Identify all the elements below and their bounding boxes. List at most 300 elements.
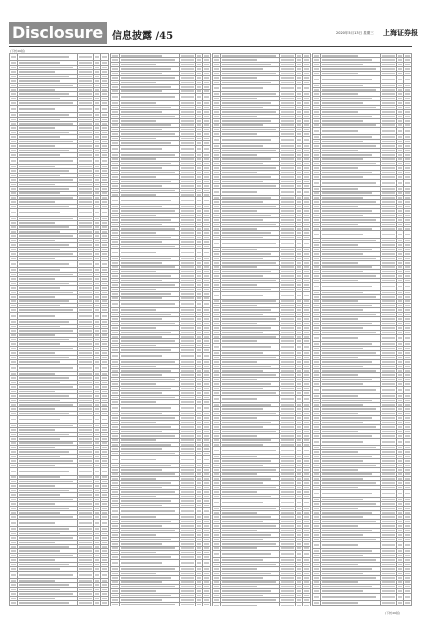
cell-text-placeholder: [121, 190, 175, 192]
cell-text-placeholder: [382, 249, 395, 251]
cell-text-placeholder: [304, 521, 309, 523]
cell-text-placeholder: [112, 86, 118, 88]
cell-text-placeholder: [222, 547, 257, 549]
table-row: [213, 240, 311, 247]
cell-text-placeholder: [11, 330, 16, 332]
cell-text-placeholder: [79, 235, 92, 237]
cell-text-placeholder: [19, 240, 54, 242]
cell-text-placeholder: [112, 73, 118, 75]
cell-text-placeholder: [79, 80, 92, 82]
cell-text-placeholder: [204, 383, 209, 385]
cell-text-placeholder: [121, 496, 156, 498]
cell-text-placeholder: [102, 584, 107, 586]
cell-text-placeholder: [382, 154, 395, 156]
cell-text-placeholder: [204, 473, 209, 475]
cell-text-placeholder: [204, 86, 209, 88]
table-cell: [179, 93, 195, 100]
cell-text-placeholder: [197, 448, 202, 450]
cell-text-placeholder: [79, 434, 92, 436]
cell-text-placeholder: [281, 271, 294, 273]
cell-text-placeholder: [204, 237, 209, 239]
table-row: [111, 456, 211, 463]
cell-text-placeholder: [281, 460, 294, 462]
cell-text-placeholder: [214, 426, 219, 428]
cell-text-placeholder: [214, 215, 219, 217]
cell-text-placeholder: [304, 201, 309, 203]
cell-text-placeholder: [11, 408, 16, 410]
table-row: [313, 76, 412, 83]
cell-text-placeholder: [281, 309, 294, 311]
cell-text-placeholder: [79, 197, 92, 199]
cell-text-placeholder: [197, 556, 202, 558]
cell-text-placeholder: [95, 550, 100, 552]
cell-text-placeholder: [102, 580, 107, 582]
table-cell: [195, 197, 203, 204]
cell-text-placeholder: [214, 460, 219, 462]
cell-text-placeholder: [11, 465, 16, 467]
cell-text-placeholder: [197, 422, 202, 424]
cell-text-placeholder: [222, 249, 257, 251]
cell-text-placeholder: [11, 114, 16, 116]
cell-text-placeholder: [222, 568, 257, 570]
cell-text-placeholder: [11, 89, 16, 91]
cell-text-placeholder: [19, 145, 54, 147]
cell-text-placeholder: [304, 366, 309, 368]
cell-text-placeholder: [112, 577, 118, 579]
cell-text-placeholder: [314, 182, 319, 184]
cell-text-placeholder: [314, 55, 319, 57]
cell-text-placeholder: [322, 275, 376, 277]
cell-text-placeholder: [197, 349, 202, 351]
table-cell: [203, 456, 211, 463]
cell-text-placeholder: [112, 573, 118, 575]
cell-text-placeholder: [214, 77, 219, 79]
cell-text-placeholder: [398, 253, 403, 255]
cell-text-placeholder: [95, 56, 100, 58]
cell-text-placeholder: [204, 562, 209, 564]
cell-text-placeholder: [121, 453, 175, 455]
cell-text-placeholder: [204, 586, 209, 588]
cell-text-placeholder: [102, 476, 107, 478]
cell-text-placeholder: [121, 505, 162, 507]
cell-text-placeholder: [322, 240, 376, 242]
cell-text-placeholder: [19, 80, 60, 82]
cell-text-placeholder: [281, 374, 294, 376]
cell-text-placeholder: [398, 176, 403, 178]
cell-text-placeholder: [11, 56, 16, 58]
cell-text-placeholder: [304, 111, 309, 113]
cell-text-placeholder: [214, 253, 219, 255]
cell-text-placeholder: [405, 176, 410, 178]
table-cell: [203, 352, 211, 359]
cell-text-placeholder: [11, 584, 16, 586]
cell-text-placeholder: [297, 374, 301, 376]
cell-text-placeholder: [281, 120, 294, 122]
cell-text-placeholder: [281, 340, 294, 342]
cell-text-placeholder: [314, 296, 319, 298]
cell-text-placeholder: [197, 206, 202, 208]
table-cell: [77, 105, 93, 112]
cell-text-placeholder: [405, 275, 410, 277]
cell-text-placeholder: [297, 275, 301, 277]
cell-text-placeholder: [297, 534, 301, 536]
cell-text-placeholder: [382, 192, 395, 194]
table-row: [10, 105, 109, 112]
cell-text-placeholder: [214, 417, 219, 419]
cell-text-placeholder: [297, 482, 301, 484]
cell-text-placeholder: [112, 297, 118, 299]
cell-text-placeholder: [79, 89, 92, 91]
cell-text-placeholder: [322, 111, 357, 113]
cell-text-placeholder: [382, 120, 395, 122]
table-cell: [111, 508, 120, 515]
cell-text-placeholder: [382, 271, 395, 273]
cell-text-placeholder: [181, 163, 194, 165]
cell-text-placeholder: [214, 314, 219, 316]
cell-text-placeholder: [19, 508, 69, 510]
cell-text-placeholder: [214, 228, 219, 230]
cell-text-placeholder: [95, 494, 100, 496]
cell-text-placeholder: [398, 107, 403, 109]
cell-text-placeholder: [181, 336, 194, 338]
cell-text-placeholder: [314, 89, 319, 91]
cell-text-placeholder: [102, 589, 107, 591]
cell-text-placeholder: [102, 348, 107, 350]
cell-text-placeholder: [214, 154, 219, 156]
cell-text-placeholder: [222, 133, 257, 135]
cell-text-placeholder: [398, 210, 403, 212]
cell-text-placeholder: [102, 382, 107, 384]
cell-text-placeholder: [304, 357, 309, 359]
cell-text-placeholder: [11, 434, 16, 436]
cell-text-placeholder: [304, 87, 309, 89]
table-cell: [303, 499, 311, 506]
date-line: 2020年5月13日 星期三: [336, 31, 374, 35]
cell-text-placeholder: [398, 89, 403, 91]
cell-text-placeholder: [102, 408, 107, 410]
cell-text-placeholder: [19, 278, 54, 280]
cell-text-placeholder: [222, 487, 275, 489]
cell-text-placeholder: [204, 465, 209, 467]
cell-text-placeholder: [214, 352, 219, 354]
cell-text-placeholder: [181, 102, 194, 104]
cell-text-placeholder: [322, 327, 363, 329]
cell-text-placeholder: [214, 305, 219, 307]
cell-text-placeholder: [222, 521, 262, 523]
table-cell: [77, 468, 93, 475]
cell-text-placeholder: [19, 222, 54, 224]
table-cell: [221, 240, 280, 247]
cell-text-placeholder: [204, 388, 209, 390]
cell-text-placeholder: [112, 599, 118, 601]
cell-text-placeholder: [304, 120, 309, 122]
cell-text-placeholder: [19, 98, 60, 100]
table-column-1: [9, 53, 109, 606]
cell-text-placeholder: [181, 232, 194, 234]
cell-text-placeholder: [281, 508, 294, 510]
cell-text-placeholder: [197, 439, 202, 441]
cell-text-placeholder: [297, 102, 301, 104]
cell-text-placeholder: [79, 240, 92, 242]
cell-text-placeholder: [197, 392, 202, 394]
table-row: [213, 447, 311, 454]
cell-text-placeholder: [304, 564, 309, 566]
cell-text-placeholder: [197, 293, 202, 295]
cell-text-placeholder: [222, 163, 262, 165]
cell-text-placeholder: [11, 386, 16, 388]
cell-text-placeholder: [204, 297, 209, 299]
table-cell: [93, 261, 101, 268]
table-row: [10, 468, 109, 475]
cell-text-placeholder: [398, 275, 403, 277]
cell-text-placeholder: [304, 295, 309, 297]
cell-text-placeholder: [11, 499, 16, 501]
table-cell: [18, 571, 77, 578]
cell-text-placeholder: [79, 559, 92, 561]
cell-text-placeholder: [382, 68, 395, 70]
cell-text-placeholder: [19, 296, 54, 298]
cell-text-placeholder: [79, 382, 92, 384]
table-row: [313, 283, 412, 290]
cell-text-placeholder: [405, 197, 410, 199]
cell-text-placeholder: [11, 123, 16, 125]
cell-text-placeholder: [222, 366, 271, 368]
cell-text-placeholder: [297, 508, 301, 510]
cell-text-placeholder: [297, 158, 301, 160]
cell-text-placeholder: [297, 595, 301, 597]
table-row: [10, 312, 109, 319]
cell-text-placeholder: [19, 93, 69, 95]
cell-text-placeholder: [112, 289, 118, 291]
cell-text-placeholder: [197, 525, 202, 527]
table-cell: [303, 240, 311, 247]
cell-text-placeholder: [181, 521, 194, 523]
cell-text-placeholder: [204, 219, 209, 221]
cell-text-placeholder: [197, 59, 202, 61]
cell-text-placeholder: [79, 584, 92, 586]
cell-text-placeholder: [19, 465, 54, 467]
cell-text-placeholder: [181, 266, 194, 268]
cell-text-placeholder: [281, 435, 294, 437]
table-cell: [179, 197, 195, 204]
cell-text-placeholder: [11, 263, 16, 265]
cell-text-placeholder: [304, 422, 309, 424]
cell-text-placeholder: [112, 496, 118, 498]
cell-text-placeholder: [382, 64, 395, 66]
table-row: [10, 571, 109, 578]
cell-text-placeholder: [214, 595, 219, 597]
cell-text-placeholder: [79, 85, 92, 87]
table-cell: [213, 85, 221, 92]
table-cell: [101, 54, 109, 61]
cell-text-placeholder: [297, 284, 301, 286]
cell-text-placeholder: [112, 77, 118, 79]
table-cell: [396, 127, 404, 134]
cell-text-placeholder: [79, 192, 92, 194]
cell-text-placeholder: [102, 278, 107, 280]
cell-text-placeholder: [112, 379, 118, 381]
table-cell: [303, 292, 311, 299]
cell-text-placeholder: [95, 465, 100, 467]
cell-text-placeholder: [79, 555, 92, 557]
cell-text-placeholder: [197, 586, 202, 588]
cell-text-placeholder: [297, 327, 301, 329]
cell-text-placeholder: [181, 401, 194, 403]
cell-text-placeholder: [19, 305, 60, 307]
table-cell: [195, 559, 203, 566]
cell-text-placeholder: [214, 408, 219, 410]
cell-text-placeholder: [297, 370, 301, 372]
table-cell: [10, 468, 18, 475]
cell-text-placeholder: [11, 589, 16, 591]
cell-text-placeholder: [297, 172, 301, 174]
table-cell: [111, 301, 120, 308]
cell-text-placeholder: [112, 215, 118, 217]
cell-text-placeholder: [222, 206, 275, 208]
cell-text-placeholder: [95, 114, 100, 116]
cell-text-placeholder: [181, 284, 194, 286]
cell-text-placeholder: [382, 280, 395, 282]
cell-text-placeholder: [322, 163, 376, 165]
cell-text-placeholder: [19, 192, 60, 194]
cell-text-placeholder: [102, 226, 107, 228]
cell-text-placeholder: [197, 590, 202, 592]
cell-text-placeholder: [322, 55, 357, 57]
cell-text-placeholder: [398, 318, 403, 320]
cell-text-placeholder: [11, 357, 16, 359]
cell-text-placeholder: [204, 77, 209, 79]
cell-text-placeholder: [281, 413, 294, 415]
table-cell: [380, 283, 396, 290]
cell-text-placeholder: [297, 237, 301, 239]
cell-text-placeholder: [297, 206, 301, 208]
cell-text-placeholder: [214, 262, 219, 264]
cell-text-placeholder: [121, 336, 162, 338]
cell-text-placeholder: [95, 240, 100, 242]
cell-text-placeholder: [322, 85, 363, 87]
cell-text-placeholder: [405, 98, 410, 100]
cell-text-placeholder: [121, 318, 162, 320]
cell-text-placeholder: [322, 280, 357, 282]
cell-text-placeholder: [204, 258, 209, 260]
table-cell: [404, 179, 412, 186]
cell-text-placeholder: [95, 537, 100, 539]
cell-text-placeholder: [204, 444, 209, 446]
cell-text-placeholder: [197, 64, 202, 66]
cell-text-placeholder: [297, 176, 301, 178]
cell-text-placeholder: [197, 573, 202, 575]
cell-text-placeholder: [204, 355, 209, 357]
cell-text-placeholder: [297, 590, 301, 592]
cell-text-placeholder: [121, 595, 171, 597]
cell-text-placeholder: [204, 232, 209, 234]
cell-text-placeholder: [79, 141, 92, 143]
cell-text-placeholder: [79, 395, 92, 397]
cell-text-placeholder: [102, 481, 107, 483]
cell-text-placeholder: [304, 124, 309, 126]
cell-text-placeholder: [19, 108, 54, 110]
cell-text-placeholder: [112, 107, 118, 109]
cell-text-placeholder: [102, 102, 107, 104]
cell-text-placeholder: [214, 323, 219, 325]
cell-text-placeholder: [19, 377, 69, 379]
cell-text-placeholder: [314, 154, 319, 156]
cell-text-placeholder: [112, 206, 118, 208]
cell-text-placeholder: [197, 309, 202, 311]
cell-text-placeholder: [102, 85, 107, 87]
cell-text-placeholder: [102, 197, 107, 199]
cell-text-placeholder: [204, 332, 209, 334]
cell-text-placeholder: [11, 546, 16, 548]
cell-text-placeholder: [11, 339, 16, 341]
newspaper-name: 上海证券报: [383, 28, 418, 37]
cell-text-placeholder: [181, 297, 194, 299]
table-cell: [101, 605, 109, 606]
cell-text-placeholder: [79, 300, 92, 302]
cell-text-placeholder: [297, 116, 301, 118]
cell-text-placeholder: [222, 439, 271, 441]
cell-text-placeholder: [19, 321, 69, 323]
cell-text-placeholder: [95, 408, 100, 410]
cell-text-placeholder: [79, 508, 92, 510]
cell-text-placeholder: [297, 163, 301, 165]
cell-text-placeholder: [322, 262, 357, 264]
table-cell: [296, 395, 303, 402]
cell-text-placeholder: [222, 318, 275, 320]
cell-text-placeholder: [214, 163, 219, 165]
cell-text-placeholder: [102, 287, 107, 289]
cell-text-placeholder: [322, 323, 372, 325]
cell-text-placeholder: [197, 340, 202, 342]
cell-text-placeholder: [19, 386, 73, 388]
cell-text-placeholder: [102, 555, 107, 557]
cell-text-placeholder: [304, 482, 309, 484]
cell-text-placeholder: [19, 67, 73, 69]
cell-text-placeholder: [121, 275, 171, 277]
cell-text-placeholder: [19, 62, 60, 64]
cell-text-placeholder: [398, 172, 403, 174]
cell-text-placeholder: [79, 154, 92, 156]
cell-text-placeholder: [304, 219, 309, 221]
cell-text-placeholder: [304, 559, 309, 561]
cell-text-placeholder: [19, 123, 73, 125]
cell-text-placeholder: [19, 150, 69, 152]
cell-text-placeholder: [102, 559, 107, 561]
cell-text-placeholder: [405, 244, 410, 246]
cell-text-placeholder: [112, 154, 118, 156]
cell-text-placeholder: [314, 197, 319, 199]
cell-text-placeholder: [102, 249, 107, 251]
cell-text-placeholder: [222, 465, 262, 467]
cell-text-placeholder: [204, 206, 209, 208]
table-cell: [10, 364, 18, 371]
table-cell: [213, 188, 221, 195]
cell-text-placeholder: [314, 215, 319, 217]
cell-text-placeholder: [121, 525, 162, 527]
cell-text-placeholder: [181, 500, 194, 502]
cell-text-placeholder: [19, 184, 54, 186]
cell-text-placeholder: [222, 564, 275, 566]
cell-text-placeholder: [222, 87, 262, 89]
cell-text-placeholder: [382, 188, 395, 190]
cell-text-placeholder: [95, 93, 100, 95]
cell-text-placeholder: [405, 210, 410, 212]
cell-text-placeholder: [314, 124, 319, 126]
table-row: [10, 519, 109, 526]
cell-text-placeholder: [112, 210, 118, 212]
cell-text-placeholder: [181, 327, 194, 329]
cell-text-placeholder: [322, 249, 372, 251]
